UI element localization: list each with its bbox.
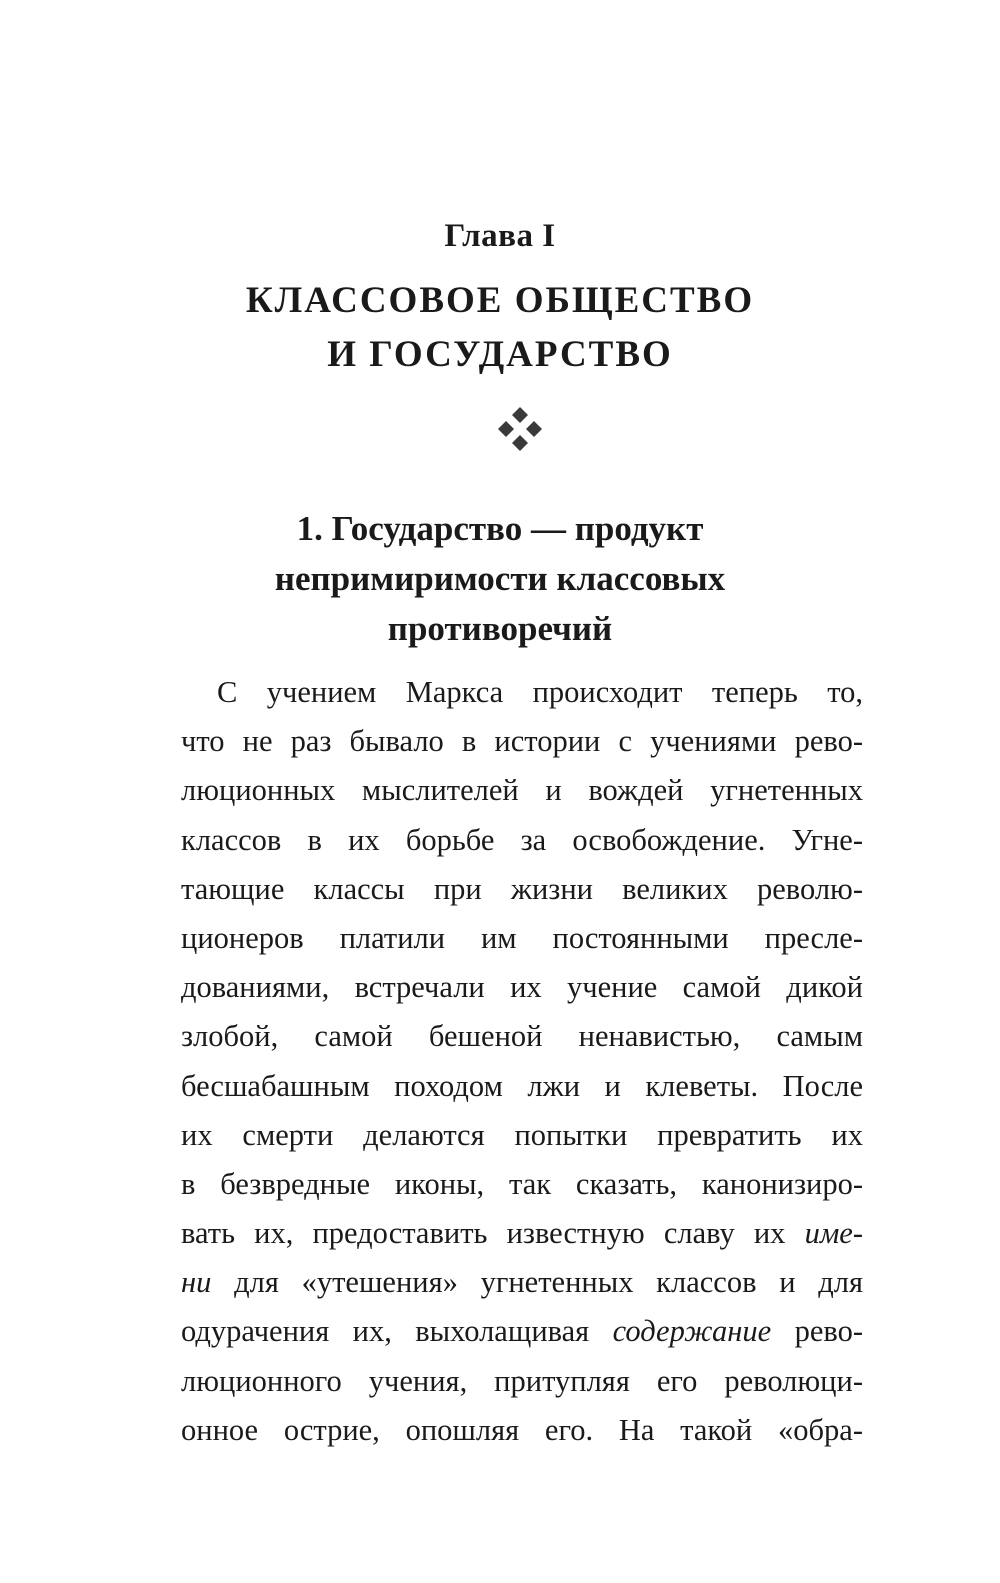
text-span: дованиями, встречали их учение самой дикой xyxy=(181,970,863,1005)
section-title-line: непримиримости классовых xyxy=(274,559,726,598)
text-line xyxy=(181,1357,863,1406)
text-line xyxy=(181,766,863,815)
text-span: рево- xyxy=(771,1314,863,1349)
emphasized-text: содержание xyxy=(612,1314,772,1349)
text-line xyxy=(181,1111,863,1160)
text-line xyxy=(181,1160,863,1209)
text-span: в безвредные иконы, так сказать, канонизиро- xyxy=(181,1166,863,1201)
text-line xyxy=(181,1012,863,1061)
section-title xyxy=(0,504,1000,654)
text-line xyxy=(181,1209,863,1258)
chapter-title-line: И ГОСУДАРСТВО xyxy=(327,334,673,375)
text-line xyxy=(181,816,863,865)
four-diamond-ornament-icon xyxy=(496,405,544,453)
text-line xyxy=(181,1406,863,1455)
text-line xyxy=(181,717,863,766)
section-title-line: 1. Государство — продукт xyxy=(296,509,704,548)
section-title-line: противоречий xyxy=(387,609,613,648)
text-line xyxy=(181,865,863,914)
text-span: вать их, предоставить известную славу их xyxy=(181,1216,805,1251)
emphasized-text: име- xyxy=(804,1216,863,1251)
text-span: ционеров платили им постоянными пресле- xyxy=(181,920,863,955)
text-span: тающие классы при жизни великих револю- xyxy=(181,871,863,906)
text-line xyxy=(181,1062,863,1111)
chapter-label: Глава I xyxy=(444,218,556,254)
emphasized-text: ни xyxy=(181,1265,212,1300)
text-span: С учением Маркса происходит теперь то, xyxy=(217,675,863,709)
chapter-title xyxy=(0,274,1000,382)
text-span: злобой, самой бешеной ненавистью, самым xyxy=(181,1019,863,1054)
text-span: онное острие, опошляя его. На такой «обра- xyxy=(181,1412,863,1447)
text-span: люционного учения, притупляя его революци- xyxy=(181,1363,863,1398)
chapter-title-line: КЛАССОВОЕ ОБЩЕСТВО xyxy=(245,280,755,321)
text-line xyxy=(181,668,863,717)
text-line xyxy=(181,1307,863,1356)
text-span: что не раз бывало в истории с учениями рево- xyxy=(181,724,863,759)
text-line xyxy=(181,963,863,1012)
text-line xyxy=(181,1258,863,1307)
text-span: классов в их борьбе за освобождение. Угне- xyxy=(181,822,863,857)
text-span: их смерти делаются попытки превратить их xyxy=(181,1117,863,1152)
text-span: бесшабашным походом лжи и клеветы. После xyxy=(181,1068,863,1103)
text-span: люционных мыслителей и вождей угнетенных xyxy=(181,773,863,808)
text-line xyxy=(181,914,863,963)
text-span: для «утешения» угнетенных классов и для xyxy=(211,1265,863,1300)
body-paragraph xyxy=(181,668,863,1455)
text-span: одурачения их, выхолащивая xyxy=(181,1314,613,1349)
